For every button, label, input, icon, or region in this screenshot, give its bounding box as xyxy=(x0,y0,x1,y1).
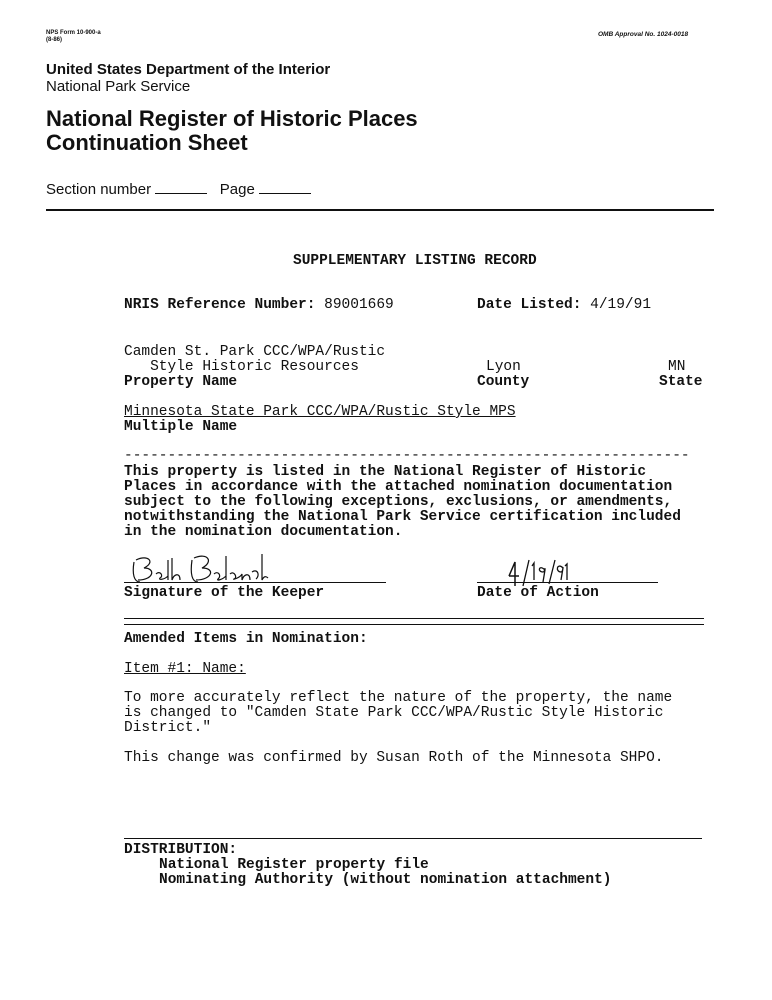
date-listed-label: Date Listed: xyxy=(477,297,582,313)
distribution-rule xyxy=(124,838,702,839)
form-number-text: NPS Form 10-900-a xyxy=(46,30,101,36)
multiple-name-label: Multiple Name xyxy=(124,419,238,435)
distribution-heading: DISTRIBUTION: xyxy=(124,842,238,858)
record-heading: SUPPLEMENTARY LISTING RECORD xyxy=(293,253,537,269)
amended-items-heading: Amended Items in Nomination: xyxy=(124,631,368,647)
keeper-signature xyxy=(130,552,270,586)
date-listed-value: 4/19/91 xyxy=(590,297,652,313)
statement-line: Places in accordance with the attached nomination documentation xyxy=(124,479,673,495)
property-name-label: Property Name xyxy=(124,374,238,390)
signature-line xyxy=(124,582,386,583)
section-page-line xyxy=(46,181,311,198)
double-rule xyxy=(124,618,704,625)
change-line: District." xyxy=(124,720,212,736)
statement-line: This property is listed in the National Register of Historic xyxy=(124,464,647,480)
county-value: Lyon xyxy=(486,359,521,375)
item-heading: Item #1: Name: xyxy=(124,661,246,677)
dashed-rule: ----------------------------------------------------------------- xyxy=(124,448,690,464)
change-line: To more accurately reflect the nature of the property, the name xyxy=(124,690,673,706)
county-label: County xyxy=(477,374,530,390)
signature-label: Signature of the Keeper xyxy=(124,585,325,601)
date-of-action-handwritten xyxy=(505,556,569,588)
nris-label: NRIS Reference Number: xyxy=(124,297,316,313)
section-number-blank xyxy=(155,181,207,194)
section-number-label: Section number xyxy=(46,181,152,198)
property-name-line2: Style Historic Resources xyxy=(124,359,359,375)
property-name-line1: Camden St. Park CCC/WPA/Rustic xyxy=(124,344,386,360)
distribution-item: National Register property file xyxy=(159,857,429,873)
form-subtitle: Continuation Sheet xyxy=(46,130,248,155)
form-title: National Register of Historic Places xyxy=(46,106,418,131)
change-line: is changed to "Camden State Park CCC/WPA/Rustic Style Historic xyxy=(124,705,664,721)
agency-name: United States Department of the Interior xyxy=(46,61,331,78)
distribution-item: Nominating Authority (without nomination attachment) xyxy=(159,872,612,888)
nris-reference xyxy=(124,297,394,313)
date-of-action-line xyxy=(477,582,658,583)
state-label: State xyxy=(659,374,703,390)
statement-line: notwithstanding the National Park Service certification included xyxy=(124,509,681,525)
state-value: MN xyxy=(668,359,686,375)
bureau-name: National Park Service xyxy=(46,78,191,95)
multiple-name-value: Minnesota State Park CCC/WPA/Rustic Style MPS xyxy=(124,404,516,420)
page-label: Page xyxy=(219,181,255,198)
date-listed xyxy=(477,297,651,313)
form-revision: (8-86) xyxy=(46,37,63,43)
omb-approval: OMB Approval No. 1024-0018 xyxy=(598,31,689,38)
form-number xyxy=(46,30,101,44)
date-of-action-label: Date of Action xyxy=(477,585,599,601)
header-rule xyxy=(46,209,714,211)
page-blank xyxy=(259,181,311,194)
statement-line: subject to the following exceptions, exclusions, or amendments, xyxy=(124,494,673,510)
statement-line: in the nomination documentation. xyxy=(124,524,403,540)
nris-value: 89001669 xyxy=(324,297,394,313)
confirmation-line: This change was confirmed by Susan Roth of the Minnesota SHPO. xyxy=(124,750,664,766)
